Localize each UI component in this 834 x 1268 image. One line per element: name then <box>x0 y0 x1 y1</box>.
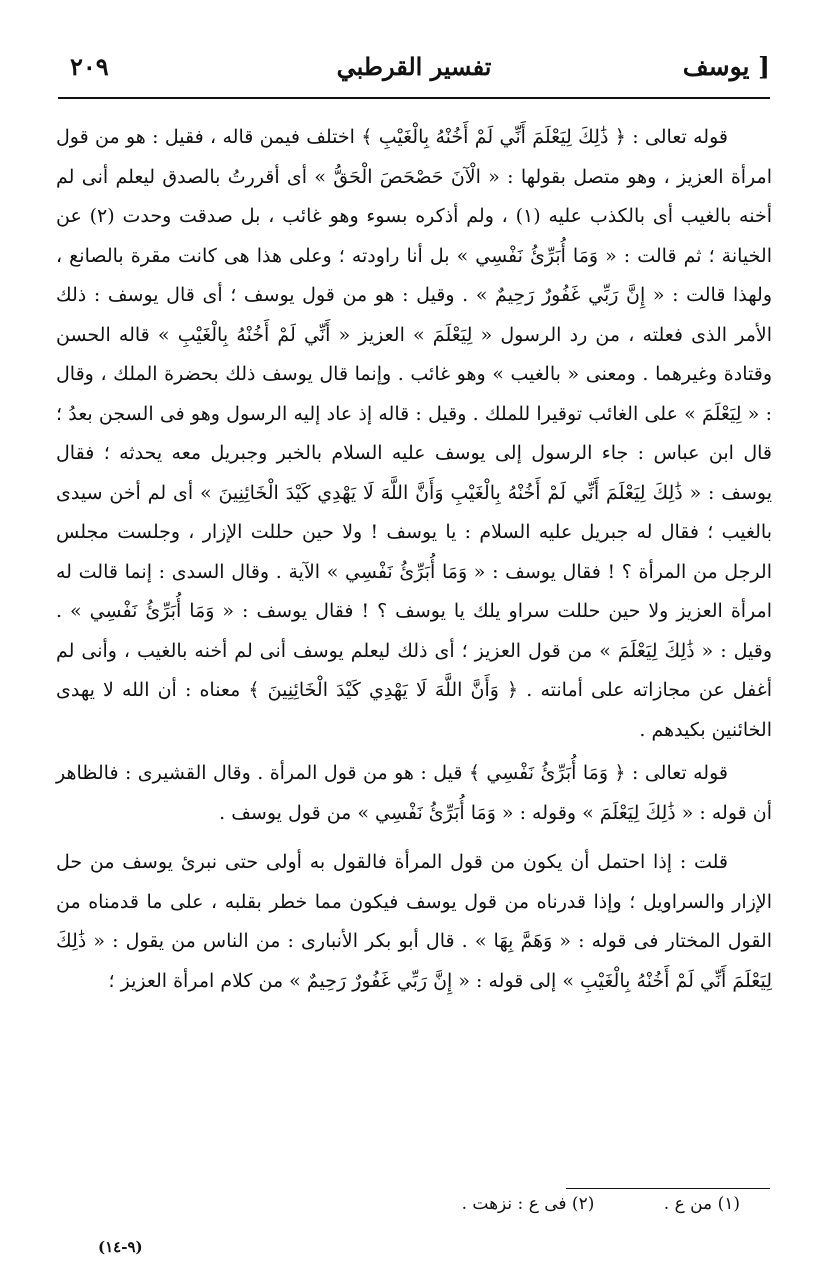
header-rule <box>58 97 770 99</box>
surah-name: يوسف ] <box>682 52 770 81</box>
footnotes <box>380 1194 740 1214</box>
running-title: تفسير القرطبي <box>336 52 492 81</box>
page-number: ٢٠٩ <box>70 52 109 81</box>
main-text <box>56 118 772 1001</box>
paragraph-tafsir-1: قوله تعالى : ﴿ ذَٰلِكَ لِيَعْلَمَ أَنِّي لَمْ أَخُنْهُ بِالْغَيْبِ ﴾ اختلف فيمن قاله ، فقيل : هو من قول امرأة العزيز ، وهو متصل بقولها : « الْآنَ حَصْحَصَ الْحَقُّ » أى أقررتُ بالصدق ليعلم أنى لم أخنه بالغيب أى بالكذب عليه (١) ، ولم أذكره بسوء وهو غائب ، بل صدقت وحدت (٢) عن الخيانة ؛ ثم قالت : « وَمَا أُبَرِّئُ نَفْسِي » بل أنا راودته ؛ وعلى هذا هى كانت مقرة بالصانع ، ولهذا قالت : « إِنَّ رَبِّي غَفُورٌ رَحِيمٌ » . وقيل : هو من قول يوسف ؛ أى قال يوسف : ذلك الأمر الذى فعلته ، من رد الرسول « لِيَعْلَمَ » العزيز « أَنِّي لَمْ أَخُنْهُ بِالْغَيْبِ » قاله الحسن وقتادة وغيرهما . ومعنى « بالغيب » وهو غائب . وإنما قال يوسف ذلك بحضرة الملك ، وقال : « لِيَعْلَمَ » على الغائب توقيرا للملك . وقيل : قاله إذ عاد إليه الرسول وهو فى السجن بعدُ ؛ قال ابن عباس : جاء الرسول إلى يوسف عليه السلام بالخبر وجبريل معه يحدثه ؛ فقال يوسف : « ذَٰلِكَ لِيَعْلَمَ أَنِّي لَمْ أَخُنْهُ بِالْغَيْبِ وَأَنَّ اللَّهَ لَا يَهْدِي كَيْدَ الْخَائِنِينَ » أى لم أخن سيدى بالغيب ؛ فقال له جبريل عليه السلام : يا يوسف ! ولا حين حللت الإزار ، وجلست مجلس الرجل من المرأة ؟ ! فقال يوسف : « وَمَا أُبَرِّئُ نَفْسِي » الآية . وقال السدى : إنما قالت له امرأة العزيز ولا حين حللت سراو يلك يا يوسف ؟ ! فقال يوسف : « وَمَا أُبَرِّئُ نَفْسِي » . وقيل : « ذَٰلِكَ لِيَعْلَمَ » من قول العزيز ؛ أى ذلك ليعلم يوسف أنى لم أخنه بالغيب ، وأنى لم أغفل عن مجازاته على أمانته . ﴿ وَأَنَّ اللَّهَ لَا يَهْدِي كَيْدَ الْخَائِنِينَ ﴾ معناه : أن الله لا يهدى الخائنين بكيدهم . <box>56 126 773 741</box>
footnote-2: (٢) فى ع : نزهت . <box>461 1194 595 1214</box>
paragraph-tafsir-2: قوله تعالى : ﴿ وَمَا أُبَرِّئُ نَفْسِي ﴾ قيل : هو من قول المرأة . وقال القشيرى : فالظاهر أن قوله : « ذَٰلِكَ لِيَعْلَمَ » وقوله : « وَمَا أُبَرِّئُ نَفْسِي » من قول يوسف . <box>56 762 772 824</box>
signature-mark: (٩-١٤) <box>98 1238 143 1256</box>
page-header <box>58 52 770 96</box>
paragraph-tafsir-3: قلت : إذا احتمل أن يكون من قول المرأة فالقول به أولى حتى نبرئ يوسف من حل الإزار والسراويل ؛ وإذا قدرناه من قول يوسف فيكون مما خطر بقلبه ، على ما قدمناه من القول المختار فى قوله : « وَهَمَّ بِهَا » . قال أبو بكر الأنبارى : من الناس من يقول : « ذَٰلِكَ لِيَعْلَمَ أَنِّي لَمْ أَخُنْهُ بِالْغَيْبِ » إلى قوله : « إِنَّ رَبِّي غَفُورٌ رَحِيمٌ » من كلام امرأة العزيز ؛ <box>56 851 772 992</box>
footnote-1: (١) من ع . <box>663 1194 740 1214</box>
footnote-rule <box>566 1188 770 1189</box>
